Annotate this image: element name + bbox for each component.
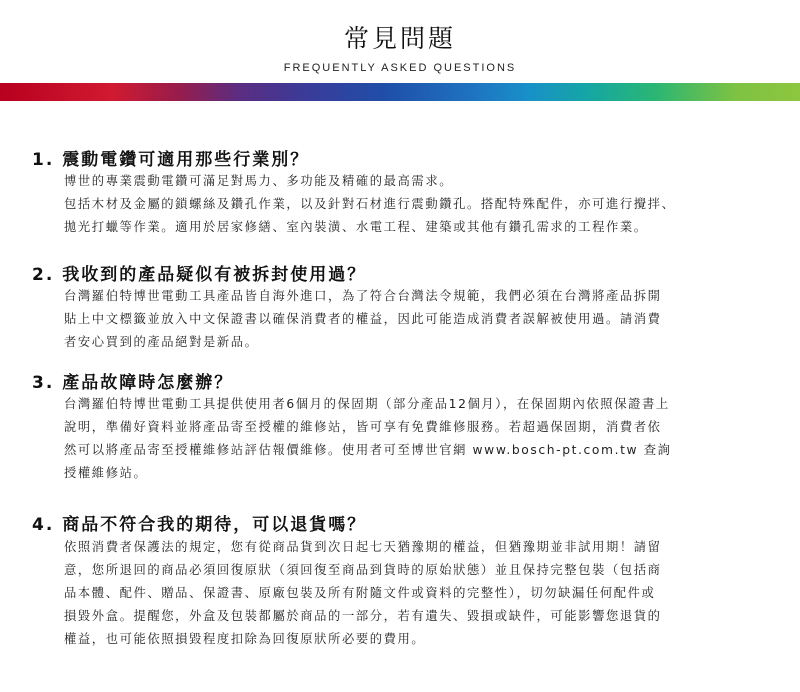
faq-answer-line: 台灣羅伯特博世電動工具提供使用者6個月的保固期（部分產品12個月），在保固期內依照保證書上 (64, 397, 670, 411)
page-header (0, 22, 800, 74)
faq-answer-line: 依照消費者保護法的規定，您有從商品貨到次日起七天猶豫期的權益，但猶豫期並非試用期！請留 (64, 540, 662, 554)
faq-answer-line: 損毀外盒。提醒您，外盒及包裝都屬於商品的一部分，若有遺失、毀損或缺件，可能影響您退貨的 (64, 609, 662, 623)
faq-answer-line: 權益，也可能依照損毀程度扣除為回復原狀所必要的費用。 (64, 632, 426, 646)
faq-answer-line: 然可以將產品寄至授權維修站評估報價維修。使用者可至博世官網 www.bosch-pt.com.tw 查詢 (64, 443, 672, 457)
faq-question-1: 1. 震動電鑽可適用那些行業別？ (32, 150, 310, 170)
faq-answer-2 (64, 285, 774, 354)
faq-answer-line: 授權維修站。 (64, 466, 148, 480)
faq-answer-4 (64, 536, 774, 651)
faq-question-3: 3. 產品故障時怎麼辦？ (32, 373, 234, 393)
faq-answer-line: 品本體、配件、贈品、保證書、原廠包裝及所有附隨文件或資料的完整性），切勿缺漏任何配件或 (64, 586, 656, 600)
faq-answer-line: 拋光打蠟等作業。適用於居家修繕、室內裝潢、水電工程、建築或其他有鑽孔需求的工程作業。 (64, 220, 648, 234)
faq-answer-line: 台灣羅伯特博世電動工具產品皆自海外進口，為了符合台灣法令規範，我們必須在台灣將產品拆開 (64, 289, 662, 303)
page-subtitle: FREQUENTLY ASKED QUESTIONS (283, 62, 517, 74)
faq-answer-line: 者安心買到的產品絕對是新品。 (64, 335, 259, 349)
faq-answer-3 (64, 393, 774, 485)
faq-question-2: 2. 我收到的產品疑似有被拆封使用過？ (32, 265, 367, 285)
faq-question-4: 4. 商品不符合我的期待，可以退貨嗎？ (32, 515, 367, 535)
faq-answer-line: 說明，準備好資料並將產品寄至授權的維修站，皆可享有免費維修服務。若超過保固期，消費者依 (64, 420, 662, 434)
page-title: 常見問題 (343, 24, 456, 53)
faq-answer-1 (64, 170, 774, 239)
faq-answer-line: 意，您所退回的商品必須回復原狀（須回復至商品到貨時的原始狀態）並且保持完整包裝（包括商 (64, 563, 662, 577)
faq-answer-line: 包括木材及金屬的鎖螺絲及鑽孔作業，以及針對石材進行震動鑽孔。搭配特殊配件，亦可進行攪拌、 (64, 197, 676, 211)
color-gradient-bar (0, 83, 800, 101)
faq-answer-line: 貼上中文標籤並放入中文保證書以確保消費者的權益，因此可能造成消費者誤解被使用過。請消費 (64, 312, 662, 326)
faq-answer-line: 博世的專業震動電鑽可滿足對馬力、多功能及精確的最高需求。 (64, 174, 454, 188)
